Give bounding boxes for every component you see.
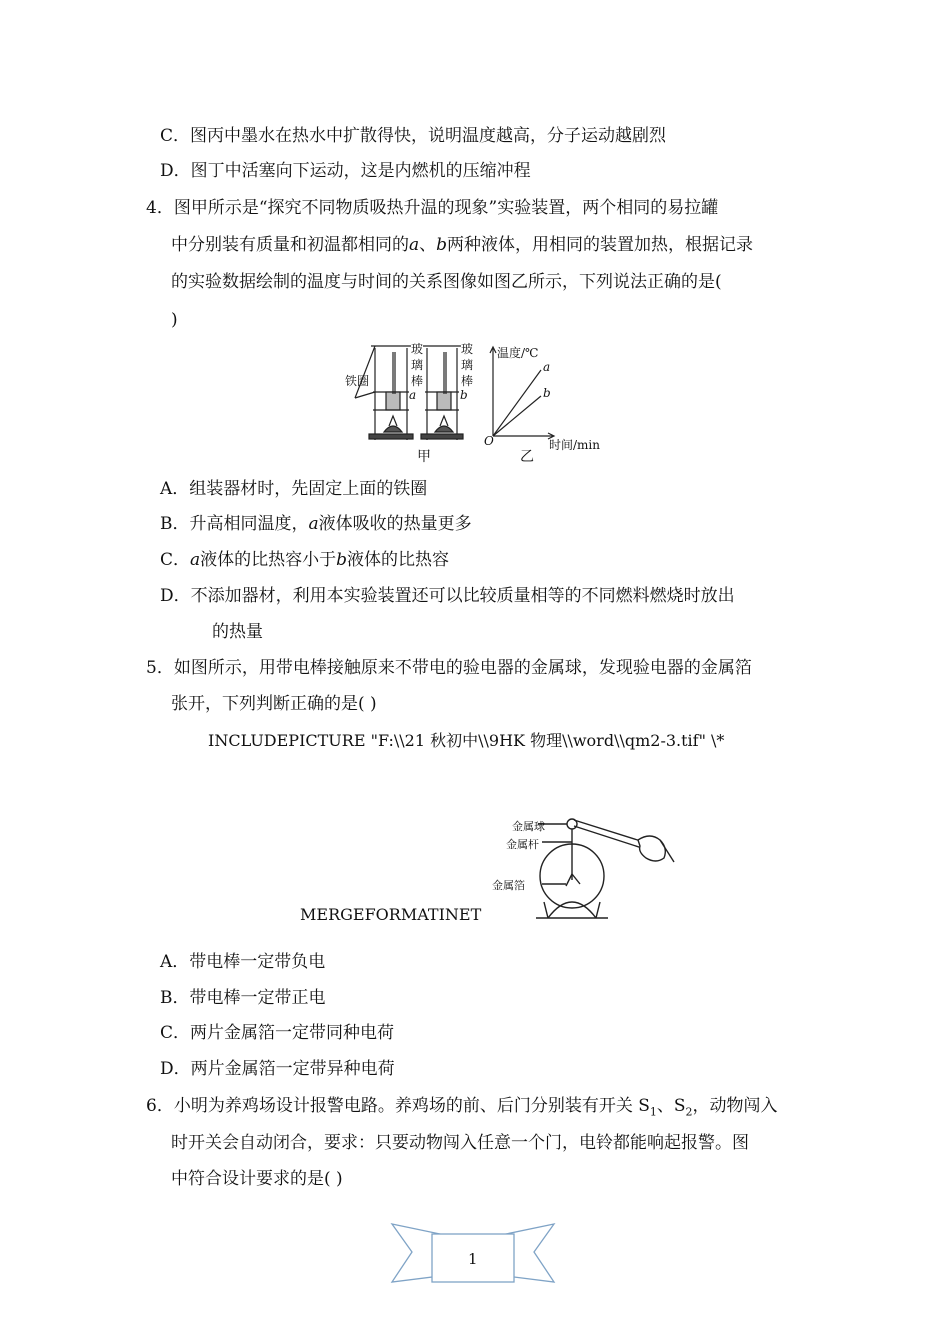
line-a: [493, 370, 541, 436]
q6-stem-line1-start: 6．小明为养鸡场设计报警电路。养鸡场的前、后门分别装有开关 S: [146, 1096, 650, 1116]
var-b: b: [436, 235, 448, 255]
label-metal-foil: 金属箔: [492, 879, 525, 892]
q4-option-c: [160, 548, 449, 572]
label-metal-ball: 金属球: [512, 820, 545, 833]
q4-option-d-line1: D．不添加器材，利用本实验装置还可以比较质量相等的不同燃料燃烧时放出: [160, 586, 735, 606]
q4-stem-line1: 4．图甲所示是“探究不同物质吸热升温的现象”实验装置，两个相同的易拉罐: [146, 198, 719, 218]
var-a: a: [409, 235, 420, 255]
q5-option-b: B．带电棒一定带正电: [160, 988, 326, 1008]
label-b-graph: b: [543, 386, 551, 400]
q5-option-c: C．两片金属箔一定带同种电荷: [160, 1023, 395, 1043]
q4-option-c-end: 液体的比热容: [347, 550, 450, 570]
label-tiequan: 铁圈: [345, 374, 370, 388]
q5-stem-line2: 张开，下列判断正确的是( ): [171, 694, 377, 714]
q4-option-b-end: 液体吸收的热量更多: [318, 514, 472, 534]
label-time: 时间/min: [549, 438, 600, 452]
merge-format-field: MERGEFORMATINET: [300, 905, 482, 924]
q3-option-c: C．图丙中墨水在热水中扩散得快，说明温度越高，分子运动越剧烈: [160, 126, 667, 146]
label-boli-5: 璃: [461, 358, 474, 372]
label-a-graph: a: [543, 360, 551, 374]
include-picture-field: INCLUDEPICTURE "F:\\21 秋初中\\9HK 物理\\word\\qm2-3.tif" \*: [208, 731, 725, 750]
separator: 、S: [656, 1096, 686, 1116]
q3-option-d: D．图丁中活塞向下运动，这是内燃机的压缩冲程: [160, 161, 531, 181]
electroscope-figure: [488, 806, 688, 924]
page-number-ribbon: [390, 1220, 556, 1286]
q6-stem-line1-end: ，动物闯入: [692, 1096, 778, 1116]
var-a: a: [308, 514, 319, 534]
label-a-apparatus: a: [409, 388, 417, 402]
label-metal-rod: 金属杆: [506, 838, 539, 851]
label-temp: 温度/℃: [497, 346, 539, 360]
label-boli-6: 棒: [461, 374, 474, 388]
apparatus-b: [421, 346, 463, 440]
q6-stem-line1: [146, 1094, 778, 1124]
q4-stem-line2-start: 中分别装有质量和初温都相同的: [171, 235, 409, 255]
page-number: 1: [468, 1250, 478, 1268]
q5-stem-line1: 5．如图所示，用带电棒接触原来不带电的验电器的金属球，发现验电器的金属箔: [146, 658, 752, 678]
var-b: b: [336, 550, 348, 570]
q4-stem-line2: [171, 233, 753, 257]
label-b-apparatus: b: [460, 388, 468, 402]
label-boli-3: 棒: [411, 374, 424, 388]
var-a: a: [190, 550, 201, 570]
q4-stem-line4: ): [171, 310, 178, 330]
label-boli-1: 玻: [411, 342, 424, 356]
subscript-2: 2: [685, 1105, 693, 1119]
separator: 、: [419, 235, 437, 255]
q4-stem-line2-end: 两种液体，用相同的装置加热，根据记录: [447, 235, 754, 255]
q4-option-b: [160, 512, 472, 536]
q4-option-d-line2: 的热量: [212, 622, 263, 642]
q5-option-a: A．带电棒一定带负电: [160, 952, 326, 972]
q4-stem-line3: 的实验数据绘制的温度与时间的关系图像如图乙所示，下列说法正确的是(: [171, 272, 722, 292]
q5-option-d: D．两片金属箔一定带异种电荷: [160, 1059, 395, 1079]
subscript-1: 1: [649, 1105, 657, 1119]
q6-stem-line3: 中符合设计要求的是( ): [171, 1169, 343, 1189]
q4-option-c-start: C．: [160, 550, 191, 570]
q4-option-c-mid: 液体的比热容小于: [200, 550, 337, 570]
label-origin: O: [484, 434, 494, 448]
q6-stem-line2: 时开关会自动闭合，要求：只要动物闯入任意一个门，电铃都能响起报警。图: [171, 1133, 749, 1153]
apparatus-a: [355, 346, 413, 440]
label-boli-4: 玻: [461, 342, 474, 356]
label-jia: 甲: [417, 449, 431, 465]
q4-figure: [345, 338, 610, 466]
label-yi: 乙: [520, 449, 534, 465]
q4-option-b-start: B．升高相同温度，: [160, 514, 309, 534]
q4-option-a: A．组装器材时，先固定上面的铁圈: [160, 479, 428, 499]
label-boli-2: 璃: [411, 358, 424, 372]
